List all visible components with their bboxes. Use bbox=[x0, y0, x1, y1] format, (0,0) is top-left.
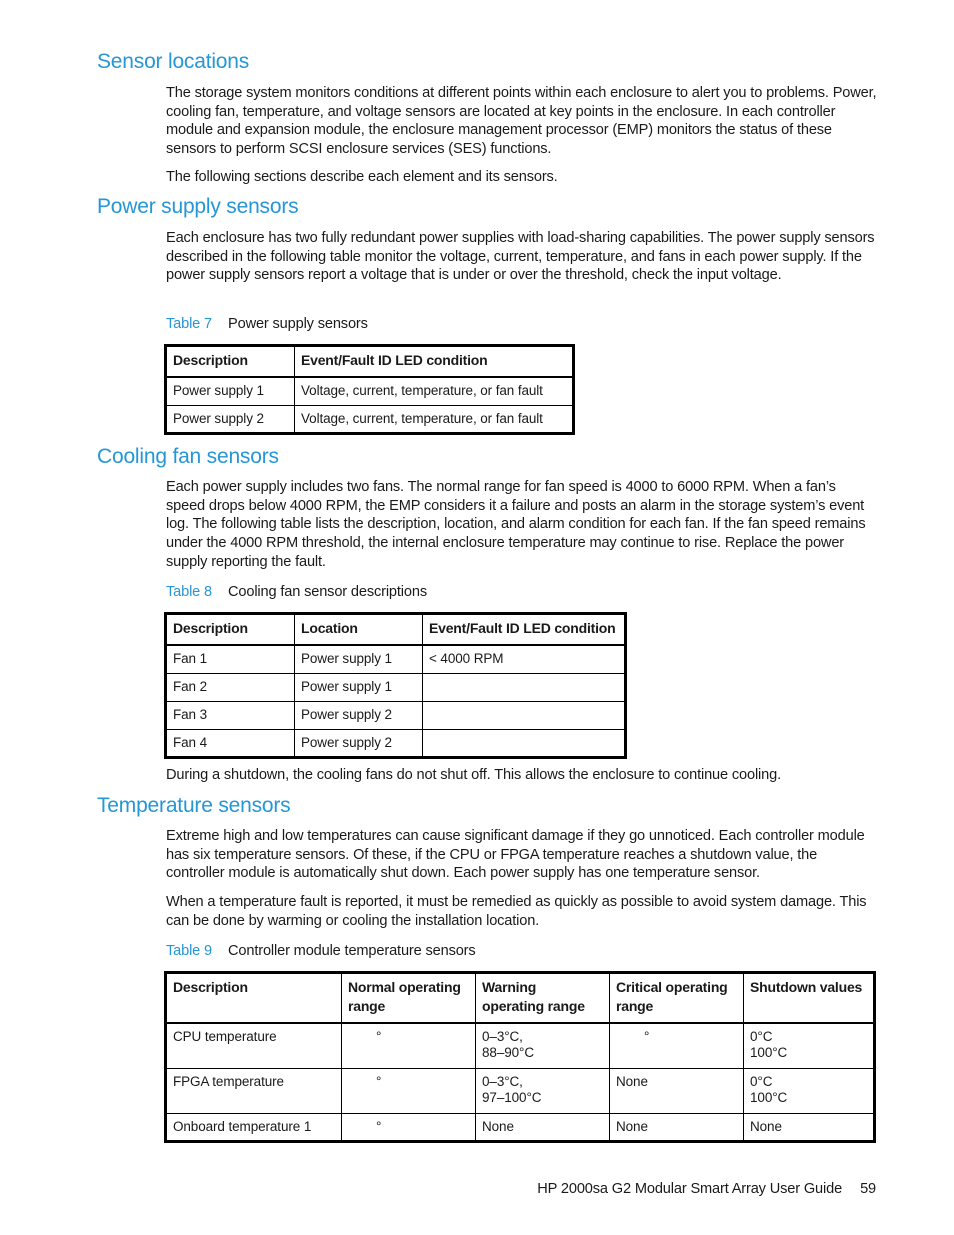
table-title: Power supply sensors bbox=[228, 316, 368, 332]
table-number: Table 9 bbox=[166, 943, 213, 959]
power-supply-sensors-table bbox=[164, 344, 575, 435]
temperature-sensors-table bbox=[164, 971, 876, 1143]
table-cell: Fan 2 bbox=[166, 673, 295, 701]
table-number: Table 7 bbox=[166, 316, 213, 332]
paragraph: The following sections describe each element and its sensors. bbox=[166, 169, 558, 185]
heading-power-supply-sensors: Power supply sensors bbox=[97, 195, 299, 218]
column-header: Warning operating range bbox=[476, 973, 610, 1024]
table-title: Cooling fan sensor descriptions bbox=[228, 584, 427, 600]
column-header: Description bbox=[166, 614, 295, 646]
table-header-row bbox=[166, 973, 875, 1024]
paragraph: Each enclosure has two fully redundant power supplies with load-sharing capabilities. The power supply sensors described in the following table monitor the voltage, current, temperature, and fans in each power supply. If the power supply sensors report a voltage that is under or over the threshold, check the input voltage. bbox=[166, 230, 875, 284]
table-cell: Fan 1 bbox=[166, 645, 295, 673]
column-header: Shutdown values bbox=[744, 973, 875, 1024]
table-cell bbox=[423, 701, 626, 729]
table-row bbox=[166, 673, 626, 701]
paragraph: The storage system monitors conditions at different points within each enclosure to alert you to problems. Power, cooling fan, temperature, and voltage sensors are located at key points in the enclosure. In each controller module and expansion module, the enclosure management processor (EMP) monitors the status of these sensors to perform SCSI enclosure services (SES) functions. bbox=[166, 85, 877, 158]
heading-sensor-locations: Sensor locations bbox=[97, 50, 250, 73]
table-header-row bbox=[166, 614, 626, 646]
table-cell: 0–3°C, 88–90°C bbox=[476, 1023, 610, 1068]
table-cell bbox=[423, 673, 626, 701]
table-row bbox=[166, 701, 626, 729]
table-cell: Voltage, current, temperature, or fan fault bbox=[295, 377, 574, 405]
table-cell: Power supply 1 bbox=[295, 645, 423, 673]
heading-cooling-fan-sensors: Cooling fan sensors bbox=[97, 445, 279, 468]
paragraph: Each power supply includes two fans. The normal range for fan speed is 4000 to 6000 RPM. When a fan’s speed drops below 4000 RPM, the EMP considers it a failure and posts an alarm in the storage system’s event log. The following table lists the description, location, and alarm condition for each fan. If the fan speed remains under the 4000 RPM threshold, the internal enclosure temperature may continue to rise. Replace the power supply reporting the fault. bbox=[166, 479, 866, 570]
table-cell: ° bbox=[342, 1068, 476, 1113]
page-footer bbox=[537, 1181, 876, 1197]
table-cell: ° bbox=[610, 1023, 744, 1068]
table-cell: None bbox=[744, 1113, 875, 1141]
table-row bbox=[166, 1023, 875, 1068]
page-number: 59 bbox=[860, 1181, 876, 1197]
table-cell: FPGA temperature bbox=[166, 1068, 342, 1113]
paragraph: When a temperature fault is reported, it must be remedied as quickly as possible to avoid system damage. This can be done by warming or cooling the installation location. bbox=[166, 894, 867, 929]
table-cell: Power supply 2 bbox=[295, 701, 423, 729]
table-row bbox=[166, 377, 574, 405]
table-row bbox=[166, 1068, 875, 1113]
table-cell bbox=[423, 729, 626, 757]
table-cell: None bbox=[476, 1113, 610, 1141]
paragraph: Extreme high and low temperatures can cause significant damage if they go unnoticed. Each controller module has six temperature sensors. Of these, if the CPU or FPGA temperature reaches a shutdown value, the controller module is automatically shut down. Each power supply has one temperature sensor. bbox=[166, 828, 865, 882]
table-cell: None bbox=[610, 1113, 744, 1141]
table-number: Table 8 bbox=[166, 584, 213, 600]
table-cell: Fan 3 bbox=[166, 701, 295, 729]
table-header-row bbox=[166, 346, 574, 378]
table-cell: Fan 4 bbox=[166, 729, 295, 757]
column-header: Location bbox=[295, 614, 423, 646]
table-cell: ° bbox=[342, 1113, 476, 1141]
table-cell: Power supply 2 bbox=[166, 405, 295, 433]
table-cell: 0–3°C, 97–100°C bbox=[476, 1068, 610, 1113]
column-header: Critical operating range bbox=[610, 973, 744, 1024]
table-title: Controller module temperature sensors bbox=[228, 943, 476, 959]
column-header: Event/Fault ID LED condition bbox=[423, 614, 626, 646]
table-cell: Power supply 1 bbox=[166, 377, 295, 405]
table-cell: ° bbox=[342, 1023, 476, 1068]
table-row bbox=[166, 1113, 875, 1141]
paragraph: During a shutdown, the cooling fans do not shut off. This allows the enclosure to continue cooling. bbox=[166, 767, 781, 783]
column-header: Normal operating range bbox=[342, 973, 476, 1024]
column-header: Description bbox=[166, 973, 342, 1024]
table-cell: Voltage, current, temperature, or fan fault bbox=[295, 405, 574, 433]
table-row bbox=[166, 645, 626, 673]
table-cell: < 4000 RPM bbox=[423, 645, 626, 673]
table-cell: Onboard temperature 1 bbox=[166, 1113, 342, 1141]
column-header: Event/Fault ID LED condition bbox=[295, 346, 574, 378]
table-row bbox=[166, 729, 626, 757]
table-caption bbox=[166, 584, 427, 600]
column-header: Description bbox=[166, 346, 295, 378]
cooling-fan-sensors-table bbox=[164, 612, 627, 759]
guide-title: HP 2000sa G2 Modular Smart Array User Guide bbox=[537, 1181, 843, 1197]
table-row bbox=[166, 405, 574, 433]
table-cell: Power supply 1 bbox=[295, 673, 423, 701]
heading-temperature-sensors: Temperature sensors bbox=[97, 794, 291, 817]
table-cell: Power supply 2 bbox=[295, 729, 423, 757]
table-cell: 0°C 100°C bbox=[744, 1023, 875, 1068]
table-cell: None bbox=[610, 1068, 744, 1113]
table-cell: CPU temperature bbox=[166, 1023, 342, 1068]
table-caption bbox=[166, 316, 368, 332]
table-caption bbox=[166, 943, 476, 959]
table-cell: 0°C 100°C bbox=[744, 1068, 875, 1113]
